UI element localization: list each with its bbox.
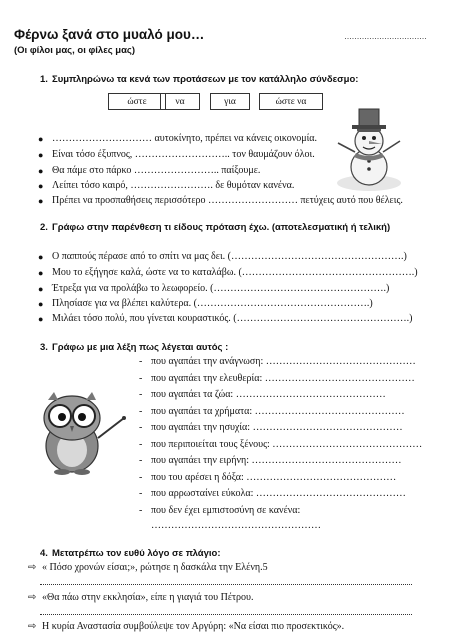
s3-item-9-text: που αρρωσταίνει εύκολα: ……………………………………… <box>151 488 406 499</box>
section3-heading <box>40 342 228 353</box>
section2-heading-text: Γράφω στην παρένθεση τι είδους πρόταση έχω. (αποτελεσματική ή τελική) <box>52 222 391 233</box>
s3-item-2-text: που αγαπάει την ελευθερία: ……………………………………… <box>151 373 415 384</box>
bullet-dot: ● <box>38 299 44 309</box>
snowman-icon <box>330 97 408 193</box>
s4-sentence-1: « Πόσο χρονών είσαι;», ρώτησε η δασκάλα την Ελένη.5 <box>42 562 268 573</box>
bullet-dot: ● <box>38 181 44 191</box>
s3-item-8-text: που του αρέσει η δόξα: ……………………………………… <box>151 472 397 483</box>
page-title: Φέρνω ξανά στο μυαλό μου… <box>14 27 205 42</box>
name-blank: …………………………… <box>344 32 427 41</box>
bullet-dot: ● <box>38 268 44 278</box>
bullet-dot: ● <box>38 150 44 160</box>
bullet-dot: ● <box>38 284 44 294</box>
word-box-na: να <box>160 93 200 110</box>
s3-item-3-text: που αγαπάει τα ζώα: ……………………………………… <box>151 389 386 400</box>
s2-sentence-4: Πλησίασε για να βλέπει καλύτερα. (…………………………………………….) <box>52 298 373 309</box>
s3-item-1-text: που αγαπάει την ανάγνωση: ……………………………………… <box>151 356 416 367</box>
arrow-right-icon: ⇨ <box>28 562 37 573</box>
section3-heading-text: Γράφω με μια λέξη πως λέγεται αυτός : <box>52 342 229 353</box>
s3-item-6-text: που περιποιείται τους ξένους: ……………………………………… <box>151 439 423 450</box>
section4-heading <box>40 548 221 559</box>
word-box-oste-na: ώστε να <box>259 93 323 110</box>
s3-item-5-text: που αγαπάει την ησυχία: ……………………………………… <box>151 422 403 433</box>
owl-icon <box>34 388 130 476</box>
s1-sentence-5: Πρέπει να προσπαθήσεις περισσότερο ……………………… πετύχεις αυτό που θέλεις. <box>52 195 403 206</box>
s1-sentence-3: Θα πάμε στο πάρκο …………………….. παίξουμε. <box>52 165 261 176</box>
s3-last-blank: …………………………………………… <box>151 520 321 531</box>
section3-number: 3. <box>40 342 48 353</box>
s4-sentence-3: Η κυρία Αναστασία συμβούλεψε τον Αργύρη: «Να είσαι πιο προσεκτικός». <box>42 621 345 632</box>
s2-sentence-2: Μου το εξήγησε καλά, ώστε να το καταλάβω. (…………………………………………….) <box>52 267 418 278</box>
s2-sentence-3: Έτρεξα για να προλάβω το λεωφορείο. (…………………………………………….) <box>52 283 390 294</box>
word-box-gia: για <box>210 93 250 110</box>
s2-sentence-1: Ο παππούς πέρασε από το σπίτι να μας δει. (…………………………………………….) <box>52 251 407 262</box>
s4-answer-line-2 <box>40 614 412 615</box>
section2-number: 2. <box>40 222 48 233</box>
s3-item-10-text: που δεν έχει εμπιστοσύνη σε κανένα: <box>151 505 301 516</box>
word-box-oste: ώστε <box>108 93 166 110</box>
s3-item-4-text: που αγαπάει τα χρήματα: ……………………………………… <box>151 406 405 417</box>
s4-sentence-2: «Θα πάω στην εκκλησία», είπε η γιαγιά του Πέτρου. <box>42 592 254 603</box>
s3-item-7-text: που αγαπάει την ειρήνη: ……………………………………… <box>151 455 402 466</box>
section1-number: 1. <box>40 74 48 85</box>
bullet-dot: ● <box>38 166 44 176</box>
section4-heading-text: Μετατρέπω τον ευθύ λόγο σε πλάγιο: <box>52 548 221 559</box>
section4-number: 4. <box>40 548 48 559</box>
section1-heading-text: Συμπληρώνω τα κενά των προτάσεων με τον κατάλληλο σύνδεσμο: <box>52 74 359 85</box>
bullet-dot: ● <box>38 314 44 324</box>
s4-answer-line-1 <box>40 584 412 585</box>
arrow-right-icon: ⇨ <box>28 621 37 632</box>
arrow-right-icon: ⇨ <box>28 592 37 603</box>
section2-heading <box>40 222 390 233</box>
bullet-dot: ● <box>38 134 44 144</box>
s1-sentence-1: ………………………… αυτοκίνητο, πρέπει να κάνεις οικονομία. <box>52 133 318 144</box>
bullet-dot: ● <box>38 196 44 206</box>
page-subtitle: (Οι φίλοι μας, οι φίλες μας) <box>14 45 136 56</box>
s1-sentence-4: Λείπει τόσο καιρό, ……………………. δε θυμόταν κανένα. <box>52 180 295 191</box>
s2-sentence-5: Μιλάει τόσο πολύ, που γίνεται κουραστικός. (…………………………………………….) <box>52 313 413 324</box>
section1-heading <box>40 74 358 85</box>
bullet-dot: ● <box>38 252 44 262</box>
s1-sentence-2: Είναι τόσο έξυπνος, ……………………….. τον θαυμάζουν όλοι. <box>52 149 315 160</box>
